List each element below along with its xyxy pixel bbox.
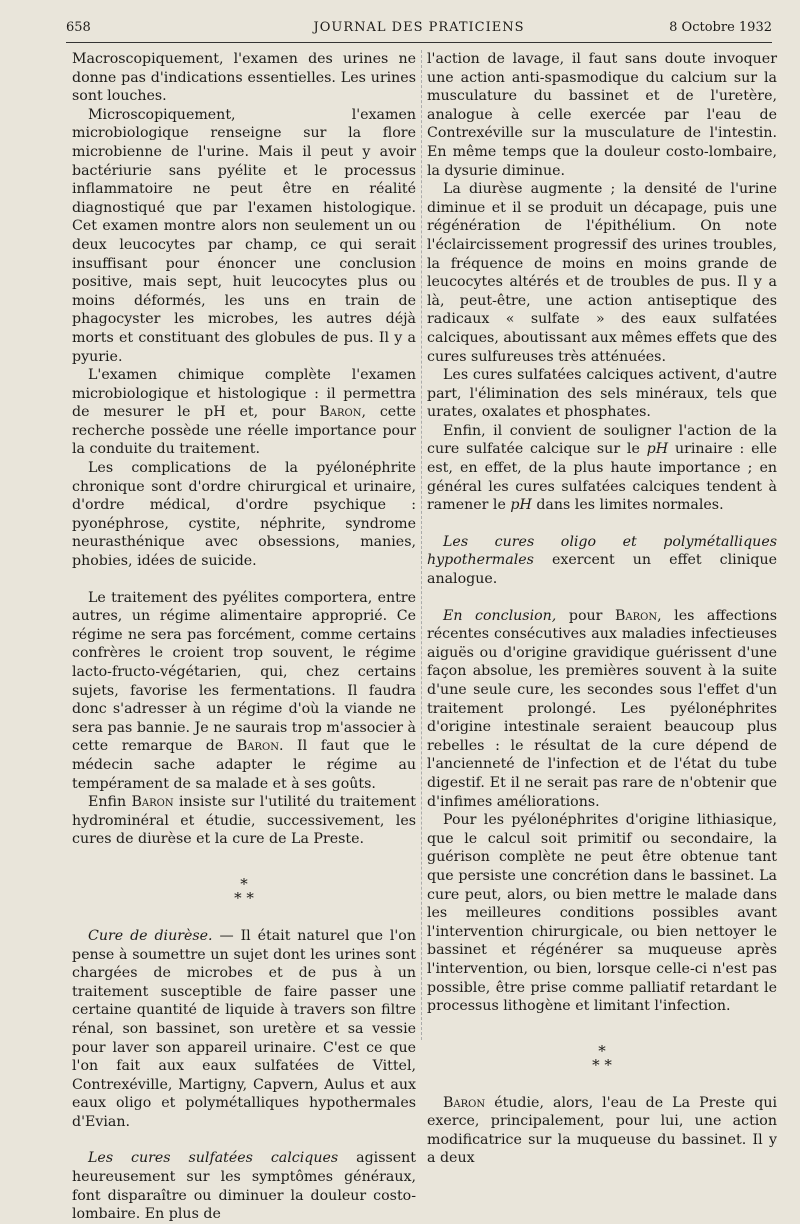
paragraph: Macroscopiquement, l'examen des urines ne donne pas d'indications essentielles. Les urines sont louches.: [72, 51, 416, 105]
author-name: Baron: [443, 1094, 486, 1111]
journal-title: JOURNAL DES PRATICIENS: [313, 20, 525, 35]
paragraph: Les cures sulfatées calciques activent, d'autre part, l'élimination des sels minéraux, tels que urates, oxalates et phosphates.: [427, 367, 777, 421]
paragraph: l'action de lavage, il faut sans doute invoquer une action anti-spasmodique du calcium sur la musculature du bassinet et de l'uretère, analogue à celle exercée par l'eau de Contrexéville sur la musculature de l'intestin. En même temps que la douleur costo-lombaire, la dysurie diminue.: [427, 51, 777, 179]
paragraph: En conclusion, pour Baron, les affections récentes consécutives aux maladies infectieuses aiguës ou d'origine gravidique guérissent d'une façon absolue, les premières souvent à la suite d'une seule cure, les secondes sous l'effet d'un traitement prolongé. Les pyélonéphrites d'origine intestinale seraient beaucoup plus rebelles : le résultat de la cure dépend de l'ancienneté de l'infection et de l'état du tube digestif. Et il ne serait pas rare de n'obtenir que d'infimes améliorations.: [427, 607, 778, 810]
section-separator: * * *: [592, 1041, 612, 1074]
left-column: [72, 50, 416, 1224]
paragraph: Les complications de la pyélonéphrite chronique sont d'ordre chirurgical et urinaire, d'ordre médical, d'ordre psychique : pyonéphrose, cystite, néphrite, syndrome neurasthénique avec obsessions, manies, phobies, idées de suicide.: [72, 460, 416, 570]
section-title: Cure de diurèse.: [88, 927, 213, 944]
section-title: Les cures oligo et polymétalliques hypothermales: [427, 533, 777, 569]
header-rule: [66, 42, 772, 43]
paragraph: L'examen chimique complète l'examen microbiologique et histologique : il permettra de mesurer le pH et, pour Baron, cette recherche possède une réelle importance pour la conduite du traitement.: [72, 367, 416, 458]
page-number: 658: [66, 20, 91, 35]
running-header: [66, 18, 772, 44]
paragraph: Les cures sulfatées calciques agissent heureusement sur les symptômes généraux, font disparaître ou diminuer la douleur costo-lombaire. En plus de: [72, 1150, 416, 1223]
author-name: Baron: [319, 404, 362, 421]
author-name: Baron: [131, 794, 174, 811]
paragraph: Enfin, il convient de souligner l'action de la cure sulfatée calcique sur le pH urinaire : elle est, en effet, de la plus haute importance ; en général les cures sulfatées calciques tendent à ramener le pH dans les limites normales.: [427, 422, 777, 514]
paragraph: Enfin Baron insiste sur l'utilité du traitement hydrominéral et étudie, successivement, les cures de diurèse et la cure de La Preste.: [72, 794, 416, 848]
author-name: Baron: [236, 738, 279, 755]
paragraph: Les cures oligo et polymétalliques hypothermales exercent un effet clinique analogue.: [427, 533, 777, 588]
paragraph: Pour les pyélonéphrites d'origine lithiasique, que le calcul soit primitif ou secondaire, la guérison complète ne peut être obtenue tant que persiste une concrétion dans le bassinet. La cure peut, alors, ou bien mettre le malade dans les meilleures conditions possibles avant l'intervention chirurgicale, ou bien nettoyer le bassinet et régénérer sa muqueuse après l'intervention, ou bien, lorsque celle-ci n'est pas possible, être prise comme palliatif retardant le processus lithogène et limitant l'infection.: [427, 812, 777, 1015]
issue-date: 8 Octobre 1932: [669, 20, 772, 35]
paragraph: Cure de diurèse. — Il était naturel que l'on pense à soumettre un sujet dont les urines sont chargées de microbes et de pus à un traitement susceptible de faire passer une certaine quantité de liquide à travers son filtre rénal, son bassinet, son uretère et sa vessie pour laver son appareil urinaire. C'est ce que l'on fait aux eaux sulfatées de Vittel, Contrexéville, Martigny, Capvern, Aulus et aux eaux oligo et polymétalliques hypothermales d'Evian.: [72, 927, 416, 1130]
column-divider: [421, 50, 422, 1040]
paragraph: Baron étudie, alors, l'eau de La Preste qui exerce, principalement, pour lui, une action modificatrice sur la muqueuse du bassinet. Il y a deux: [427, 1094, 777, 1167]
paragraph: La diurèse augmente ; la densité de l'urine diminue et il se produit un décapage, puis une régénération de l'épithélium. On note l'éclaircissement progressif des urines troubles, la fréquence de moins en moins grande de leucocytes altérés et de troubles de pus. Il y a là, peut-être, une action antiseptique des radicaux « sulfate » des eaux sulfatées calciques, aboutissant aux mêmes effets que des cures sulfureuses très atténuées.: [427, 181, 778, 365]
section-title: Les cures sulfatées calciques: [88, 1150, 339, 1167]
paragraph: Le traitement des pyélites comportera, entre autres, un régime alimentaire approprié. Ce régime ne sera pas forcément, comme certains confrères le croient trop souvent, le régime lacto-fructo-végétarien, qui, chez certains sujets, favorise les fermentations. Il faudra donc s'adresser à un régime d'où la viande ne sera pas bannie. Je ne saurais trop m'associer à cette remarque de Baron. Il faut que le médecin sache adapter le régime au tempérament de sa malade et à ses goûts.: [72, 589, 416, 792]
author-name: Baron: [614, 607, 658, 624]
section-title: En conclusion,: [443, 607, 557, 624]
right-column: [427, 50, 777, 1168]
section-separator: * * *: [234, 874, 254, 907]
paragraph: Microscopiquement, l'examen microbiologique renseigne sur la flore microbienne de l'urine. Mais il peut y avoir bactériurie sans pyélite et le processus inflammatoire ne peut être en réalité diagnostiqué que par l'examen histologique. Cet examen montre alors non seulement un ou deux leucocytes par champ, ce qui serait insuffisant pour énoncer une conclusion positive, mais sept, huit leucocytes plus ou moins déformés, les uns en train de phagocyster les microbes, les autres déjà morts et constituant des globules de pus. Il y a pyurie.: [72, 106, 416, 365]
